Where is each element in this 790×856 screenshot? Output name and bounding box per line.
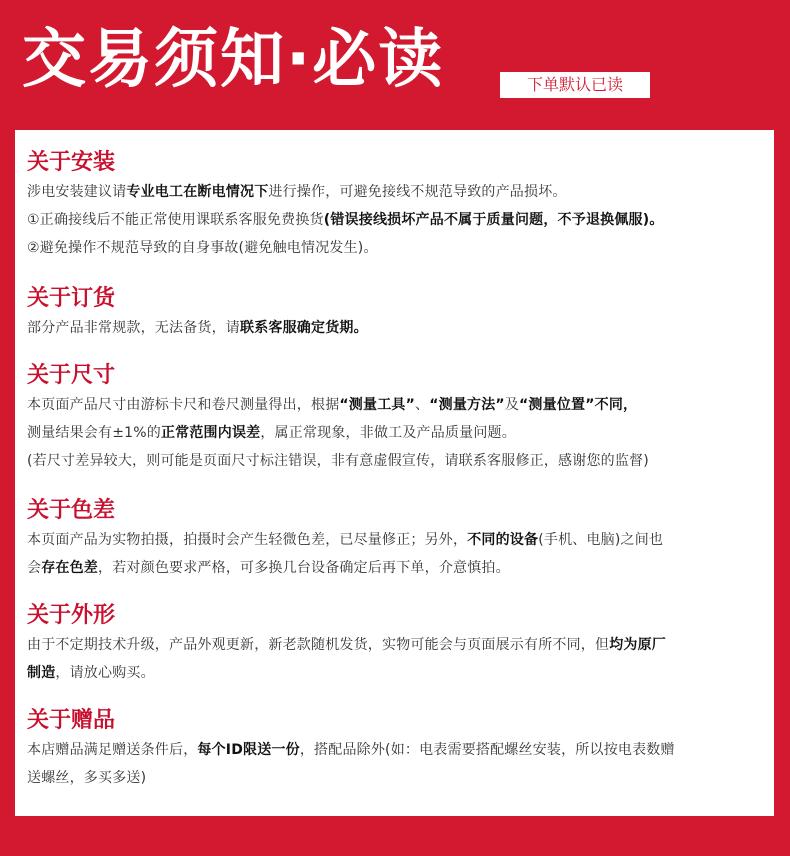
section-color-difference [27, 496, 767, 582]
body-text: 测量结果会有±1%的 [27, 425, 161, 441]
body-text: 涉电安装建议请 [27, 184, 127, 200]
body-text: ②避免操作不规范导致的自身事故(避免触电情况发生)。 [27, 240, 378, 256]
emphasis-text: 不同的设备 [467, 532, 539, 548]
section-title: 关于外形 [27, 603, 116, 628]
body-line [27, 314, 767, 342]
body-text: ，请放心购买。 [55, 665, 155, 681]
section-body [27, 631, 767, 687]
section-appearance [27, 601, 767, 687]
notice-card [15, 130, 774, 816]
emphasis-text: 均为原厂 [609, 637, 667, 653]
emphasis-text: “测量方法” [429, 397, 505, 413]
body-line [27, 419, 767, 447]
emphasis-text: “测量位置”不同， [519, 397, 638, 413]
section-body [27, 178, 767, 262]
emphasis-text: 正常范围内误差 [160, 425, 261, 441]
section-title: 关于尺寸 [27, 363, 116, 388]
header-banner [0, 0, 790, 130]
body-text: (手机、电脑)之间也 [538, 532, 664, 548]
body-line [27, 554, 767, 582]
section-installation [27, 148, 767, 262]
body-text: (若尺寸差异较大，则可能是页面尺寸标注错误，非有意虚假宣传，请联系客服修正，感谢您的监督) [27, 453, 649, 469]
emphasis-text: 专业电工在断电情况下 [126, 184, 269, 200]
emphasis-text: 联系客服确定货期。 [240, 320, 368, 336]
section-gifts [27, 706, 767, 792]
body-line [27, 736, 767, 764]
body-text: 本页面产品为实物拍摄，拍摄时会产生轻微色差，已尽量修正；另外， [27, 532, 468, 548]
body-text: 、 [415, 397, 430, 413]
section-body [27, 526, 767, 582]
body-text: ，若对颜色要求严格，可多换几台设备确定后再下单，介意慎拍。 [98, 560, 510, 576]
body-text: ，搭配品除外(如：电表需要搭配螺丝安装，所以按电表数赠 [299, 742, 675, 758]
body-text: 本页面产品尺寸由游标卡尺和卷尺测量得出，根据 [27, 397, 340, 413]
body-text: 进行操作，可避免接线不规范导致的产品损坏。 [268, 184, 567, 200]
body-line [27, 526, 767, 554]
body-line [27, 447, 767, 475]
section-body [27, 391, 767, 475]
body-text: ①正确接线后不能正常使用课联系客服免费换货 [27, 212, 324, 228]
body-line [27, 631, 767, 659]
section-body [27, 314, 767, 342]
body-line [27, 234, 767, 262]
body-text: 会 [27, 560, 42, 576]
body-line [27, 206, 767, 234]
section-body [27, 736, 767, 792]
section-title: 关于订货 [27, 286, 116, 311]
emphasis-text: 每个ID限送一份 [197, 742, 300, 758]
body-line [27, 178, 767, 206]
section-title: 关于安装 [27, 150, 116, 175]
body-line [27, 659, 767, 687]
page-title: 交易须知·必读 [22, 23, 445, 97]
section-title: 关于色差 [27, 498, 116, 523]
section-title: 关于赠品 [27, 708, 116, 733]
emphasis-text: “测量工具” [339, 397, 416, 413]
section-dimensions [27, 361, 767, 475]
read-notice-badge: 下单默认已读 [500, 72, 650, 98]
body-line [27, 764, 767, 792]
emphasis-text: 制造 [27, 665, 56, 681]
body-text: 部分产品非常规款，无法备货，请 [27, 320, 240, 336]
body-text: 及 [504, 397, 520, 413]
body-text: 送螺丝，多买多送) [27, 770, 147, 786]
body-text: ，属正常现象，非做工及产品质量问题。 [260, 425, 516, 441]
emphasis-text: (错误接线损坏产品不属于质量问题，不予退换佩服)。 [323, 212, 664, 228]
section-ordering [27, 284, 767, 342]
body-text: 本店赠品满足赠送条件后， [27, 742, 198, 758]
emphasis-text: 存在色差 [41, 560, 99, 576]
body-line [27, 391, 767, 419]
body-text: 由于不定期技术升级，产品外观更新，新老款随机发货，实物可能会与页面展示有所不同，但 [27, 637, 610, 653]
